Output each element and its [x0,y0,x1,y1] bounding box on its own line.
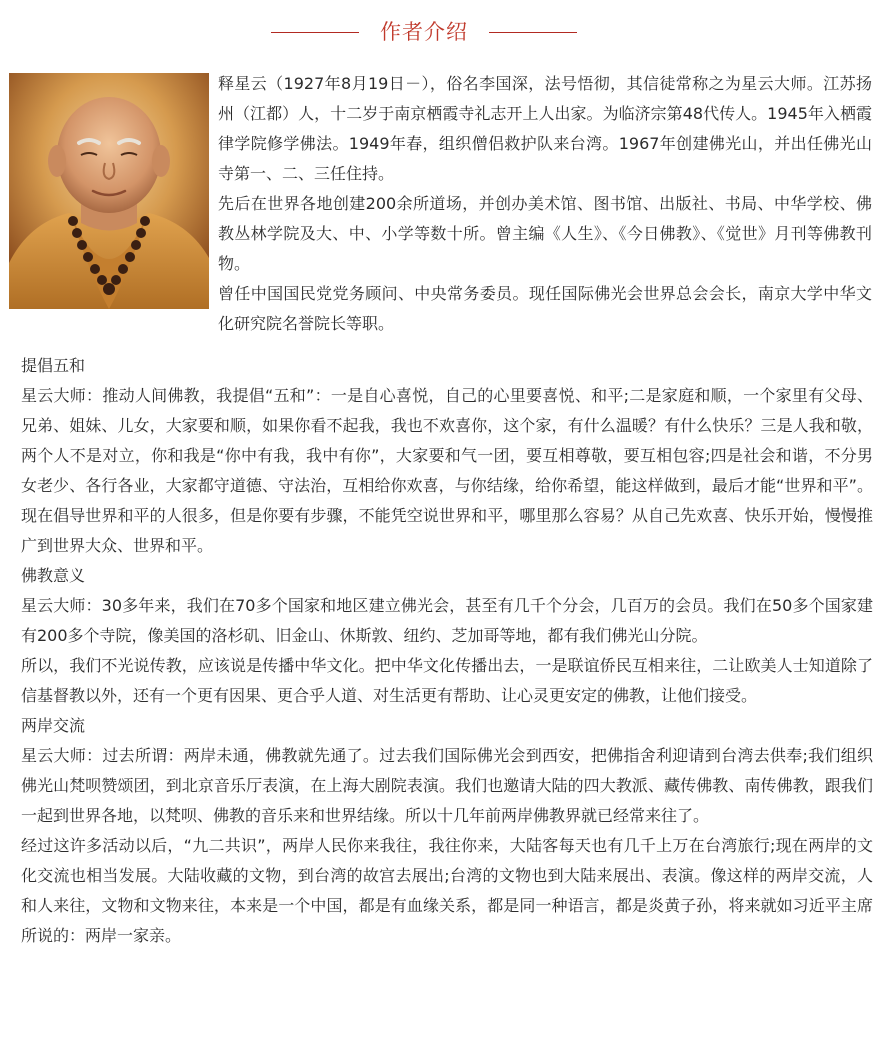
monk-portrait-icon [9,73,209,309]
section-heading: 两岸交流 [21,716,86,735]
intro-paragraph: 先后在世界各地创建200余所道场，并创办美术馆、图书馆、出版社、书局、中华学校、佛教丛林学院及大、中、小学等数十所。曾主编《人生》、《今日佛教》、《觉世》月刊等佛教刊物。 [218,194,872,273]
body-paragraph: 星云大师：过去所谓：两岸未通，佛教就先通了。过去我们国际佛光会到西安，把佛指舍利迎请到台湾去供奉;我们组织佛光山梵呗赞颂团，到北京音乐厅表演，在上海大剧院表演。我们也邀请大陆的四大教派、藏传佛教、南传佛教，跟我们一起到世界各地，以梵呗、佛教的音乐来和世界结缘。所以十几年前两岸佛教界就已经常来往了。 [21,746,873,825]
author-portrait [9,73,209,309]
author-intro [218,69,872,339]
body-paragraph: 星云大师：推动人间佛教，我提倡“五和”：一是自心喜悦，自己的心里要喜悦、和平;二是家庭和顺，一个家里有父母、兄弟、姐妹、儿女，大家要和顺，如果你看不起我，我也不欢喜你，这个家，有什么温暖？有什么快乐？三是人我和敬，两个人不是对立，你和我是“你中有我，我中有你”，大家要和气一团，要互相尊敬，要互相包容;四是社会和谐，不分男女老少、各行各业，大家都守道德、守法治，互相给你欢喜，与你结缘，给你希望，能这样做到，最后才能“世界和平”。现在倡导世界和平的人很多，但是你要有步骤，不能凭空说世界和平，哪里那么容易？从自己先欢喜、快乐开始，慢慢推广到世界大众、世界和平。 [21,386,873,555]
section-heading: 提倡五和 [21,356,86,375]
header-divider-right [489,32,577,33]
section-header [0,14,880,54]
body-paragraph: 星云大师：30多年来，我们在70多个国家和地区建立佛光会，甚至有几千个分会，几百万的会员。我们在50多个国家建有200多个寺院，像美国的洛杉矶、旧金山、休斯敦、纽约、芝加哥等地，都有我们佛光山分院。 [21,596,873,645]
body-paragraph: 所以，我们不光说传教，应该说是传播中华文化。把中华文化传播出去，一是联谊侨民互相来往，二让欧美人士知道除了信基督教以外，还有一个更有因果、更合乎人道、对生活更有帮助、让心灵更安定的佛教，让他们接受。 [21,656,873,705]
article-body [21,351,873,951]
section-heading: 佛教意义 [21,566,86,585]
body-paragraph: 经过这许多活动以后，“九二共识”，两岸人民你来我往，我往你来，大陆客每天也有几千上万在台湾旅行;现在两岸的文化交流也相当发展。大陆收藏的文物，到台湾的故宫去展出;台湾的文物也到大陆来展出、表演。像这样的两岸交流，人和人来往，文物和文物来往，本来是一个中国，都是有血缘关系，都是同一种语言，都是炎黄子孙，将来就如习近平主席所说的：两岸一家亲。 [21,836,873,945]
intro-paragraph: 释星云（1927年8月19日－），俗名李国深，法号悟彻，其信徒常称之为星云大师。江苏扬州（江都）人，十二岁于南京栖霞寺礼志开上人出家。为临济宗第48代传人。1945年入栖霞律学院修学佛法。1949年春，组织僧侣救护队来台湾。1967年创建佛光山，并出任佛光山寺第一、二、三任住持。 [218,74,872,183]
header-divider-left [271,32,359,33]
section-title: 作者介绍 [380,20,468,44]
intro-paragraph: 曾任中国国民党党务顾问、中央常务委员。现任国际佛光会世界总会会长，南京大学中华文化研究院名誉院长等职。 [218,284,872,333]
